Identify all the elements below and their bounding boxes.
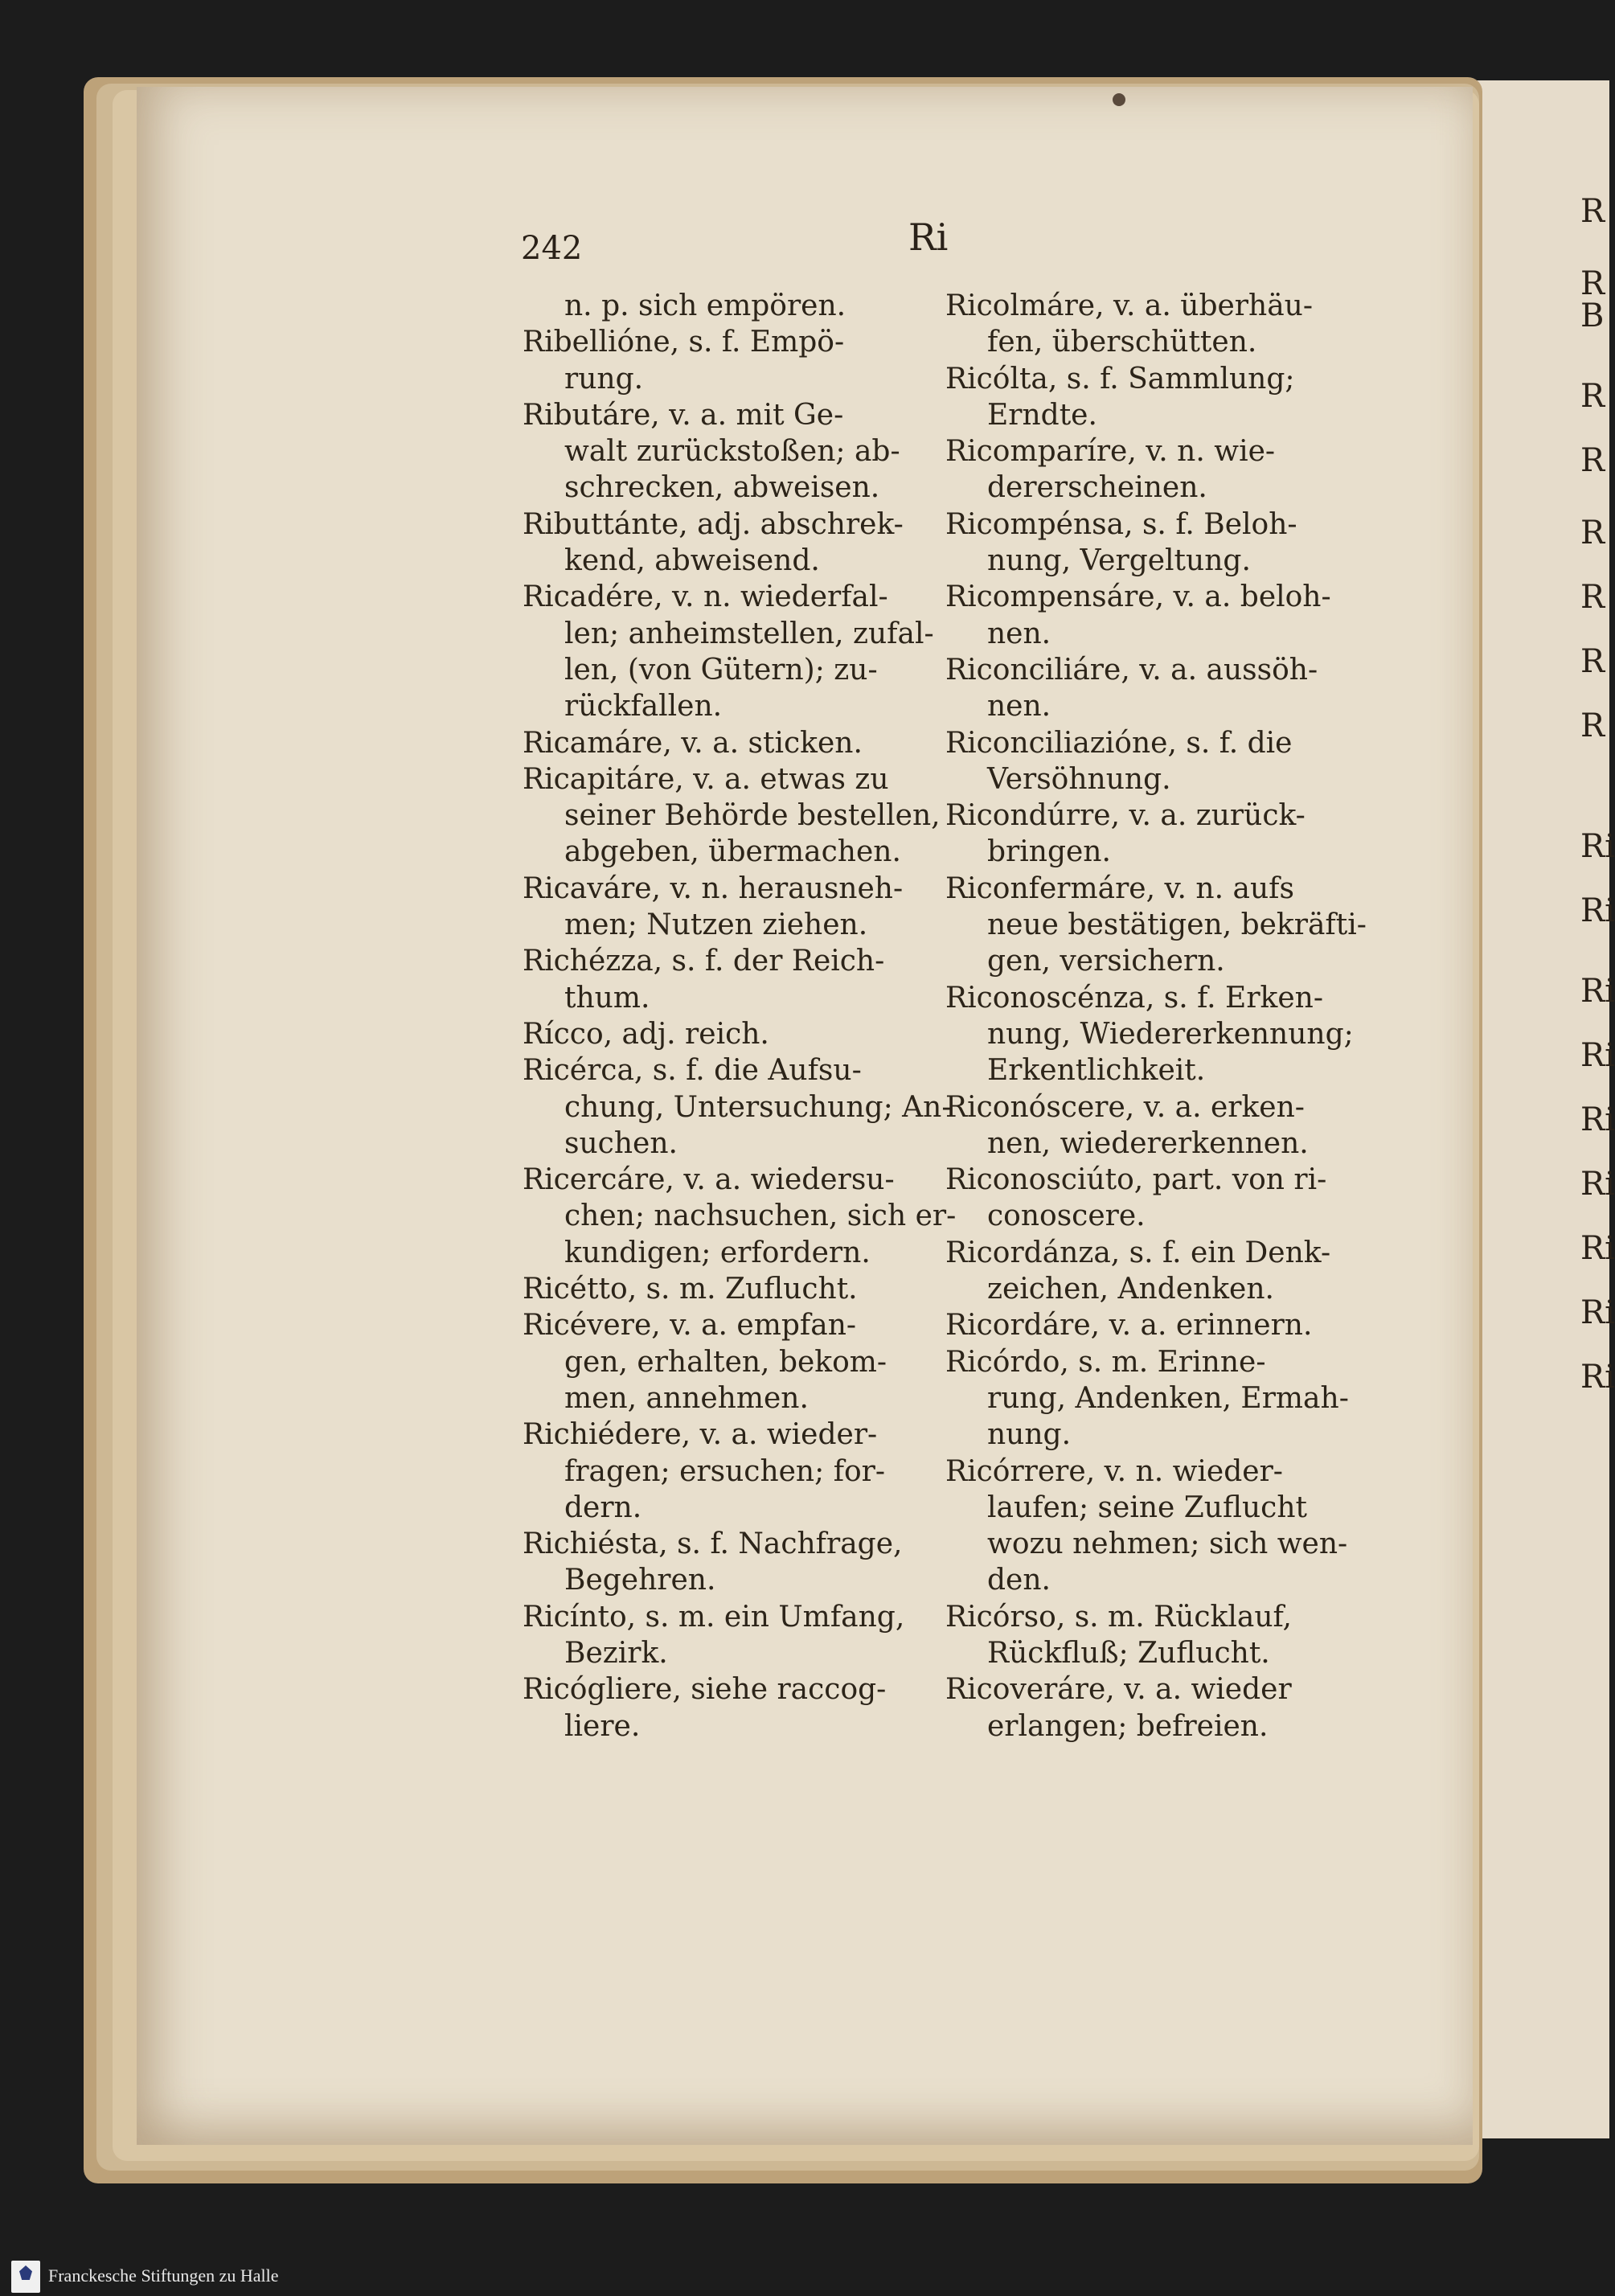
dictionary-line: Riconoscénza, s. f. Erken- bbox=[945, 981, 1324, 1015]
dictionary-line: Riconóscere, v. a. erken- bbox=[945, 1090, 1305, 1124]
next-page-fragment: R bbox=[1580, 643, 1605, 680]
footer-credit: Franckesche Stiftungen zu Halle bbox=[48, 2265, 279, 2286]
dictionary-line: Ricamáre, v. a. sticken. bbox=[523, 726, 863, 760]
dictionary-line: Ricompénsa, s. f. Beloh- bbox=[945, 507, 1297, 541]
dictionary-line: erlangen; befreien. bbox=[987, 1709, 1269, 1743]
dictionary-line: Bezirk. bbox=[564, 1636, 668, 1670]
dictionary-line: laufen; seine Zuflucht bbox=[987, 1490, 1307, 1524]
dictionary-line: kend, abweisend. bbox=[564, 544, 820, 578]
dictionary-line: Ricordánza, s. f. ein Denk- bbox=[945, 1236, 1331, 1269]
next-page-fragment: Ri bbox=[1580, 1359, 1615, 1396]
next-page-fragment: Ri bbox=[1580, 1166, 1615, 1203]
next-page-fragment: Ri bbox=[1580, 1101, 1615, 1138]
dictionary-line: Ricínto, s. m. ein Umfang, bbox=[523, 1600, 905, 1634]
dictionary-line: Begehren. bbox=[564, 1564, 716, 1597]
dictionary-line: kundigen; erfordern. bbox=[564, 1236, 871, 1269]
dictionary-line: nen, wiedererkennen. bbox=[987, 1126, 1309, 1160]
next-page-fragment: R bbox=[1580, 193, 1605, 230]
dictionary-line: fragen; ersuchen; for- bbox=[564, 1454, 886, 1488]
dictionary-line: len, (von Gütern); zu- bbox=[564, 653, 878, 687]
next-page-fragment: Ri bbox=[1580, 1037, 1615, 1074]
dictionary-line: Ricaváre, v. n. herausneh- bbox=[523, 871, 904, 905]
dictionary-line: Ributtánte, adj. abschrek- bbox=[523, 507, 904, 541]
dictionary-line: men; Nutzen ziehen. bbox=[564, 908, 868, 942]
dictionary-line: Riconosciúto, part. von ri- bbox=[945, 1163, 1327, 1197]
next-page-fragment: R bbox=[1580, 515, 1605, 551]
dictionary-line: abgeben, übermachen. bbox=[564, 835, 901, 869]
next-page-fragment: Ri bbox=[1580, 892, 1615, 929]
dictionary-line: Ricévere, v. a. empfan- bbox=[523, 1309, 857, 1343]
dictionary-line: Ricapitáre, v. a. etwas zu bbox=[523, 762, 889, 796]
dictionary-line: Ricolmáre, v. a. überhäu- bbox=[945, 289, 1314, 322]
dictionary-line: nung. bbox=[987, 1418, 1072, 1452]
dictionary-line: gen, erhalten, bekom- bbox=[564, 1345, 887, 1379]
dictionary-line: Ricondúrre, v. a. zurück- bbox=[945, 799, 1306, 833]
dictionary-line: rung. bbox=[564, 362, 644, 396]
dictionary-line: len; anheimstellen, zufal- bbox=[564, 617, 934, 650]
dictionary-line: nen. bbox=[987, 617, 1051, 650]
dictionary-line: thum. bbox=[564, 981, 650, 1015]
next-page-fragment: Ri bbox=[1580, 1294, 1615, 1331]
dictionary-line: Ricompensáre, v. a. beloh- bbox=[945, 580, 1331, 614]
dictionary-line: schrecken, abweisen. bbox=[564, 471, 880, 505]
dictionary-line: Richiésta, s. f. Nachfrage, bbox=[523, 1527, 903, 1561]
dictionary-line: wozu nehmen; sich wen- bbox=[987, 1527, 1348, 1561]
dictionary-line: Ricordáre, v. a. erinnern. bbox=[945, 1309, 1313, 1343]
dictionary-line: Ricórso, s. m. Rücklauf, bbox=[945, 1600, 1292, 1634]
dictionary-line: n. p. sich empören. bbox=[564, 289, 846, 322]
dictionary-line: bringen. bbox=[987, 835, 1111, 869]
dictionary-line: dern. bbox=[564, 1490, 642, 1524]
running-head: Ri bbox=[908, 215, 949, 259]
dictionary-line: Ricólta, s. f. Sammlung; bbox=[945, 362, 1295, 396]
next-page-fragment: Ri bbox=[1580, 828, 1615, 865]
dictionary-line: Ricórdo, s. m. Erinne- bbox=[945, 1345, 1266, 1379]
dictionary-line: Rícco, adj. reich. bbox=[523, 1017, 769, 1051]
left-column bbox=[523, 288, 957, 1745]
dictionary-line: Riconciliáre, v. a. aussöh- bbox=[945, 653, 1318, 687]
dictionary-line: liere. bbox=[564, 1709, 641, 1743]
next-page-fragment: Ri bbox=[1580, 973, 1615, 1010]
dictionary-line: Ricadére, v. n. wiederfal- bbox=[523, 580, 888, 614]
dictionary-line: Riconciliazióne, s. f. die bbox=[945, 726, 1293, 760]
dictionary-line: Erndte. bbox=[987, 398, 1097, 432]
dictionary-line: suchen. bbox=[564, 1126, 678, 1160]
dictionary-line: Erkentlichkeit. bbox=[987, 1054, 1206, 1088]
dictionary-line: Ricórrere, v. n. wieder- bbox=[945, 1454, 1283, 1488]
dictionary-line: dererscheinen. bbox=[987, 471, 1207, 505]
dictionary-line: Versöhnung. bbox=[987, 762, 1171, 796]
next-page-fragment: R bbox=[1580, 707, 1605, 744]
dictionary-line: Ribellióne, s. f. Empö- bbox=[523, 326, 845, 359]
next-page-fragment: B bbox=[1580, 297, 1605, 334]
next-page-fragment: R bbox=[1580, 579, 1605, 616]
next-page-fragment: R bbox=[1580, 265, 1605, 302]
next-page-fragment: R bbox=[1580, 378, 1605, 415]
dictionary-line: conoscere. bbox=[987, 1199, 1146, 1233]
next-page-fragment: R bbox=[1580, 442, 1605, 479]
dictionary-line: Ricérca, s. f. die Aufsu- bbox=[523, 1054, 862, 1088]
dictionary-line: den. bbox=[987, 1564, 1051, 1597]
dictionary-line: rückfallen. bbox=[564, 690, 723, 724]
dictionary-line: Ricétto, s. m. Zuflucht. bbox=[523, 1273, 858, 1306]
dictionary-line: Richézza, s. f. der Reich- bbox=[523, 945, 885, 978]
dictionary-line: Ricógliere, siehe raccog- bbox=[523, 1673, 887, 1707]
dictionary-line: nung, Wiedererkennung; bbox=[987, 1017, 1354, 1051]
dictionary-line: seiner Behörde bestellen, bbox=[564, 799, 941, 833]
dictionary-line: zeichen, Andenken. bbox=[987, 1273, 1274, 1306]
next-page-fragment: Ri bbox=[1580, 1230, 1615, 1267]
worm-hole bbox=[1113, 93, 1125, 106]
dictionary-line: Ricomparíre, v. n. wie- bbox=[945, 435, 1276, 469]
dictionary-line: walt zurückstoßen; ab- bbox=[564, 435, 900, 469]
dictionary-line: chung, Untersuchung; An- bbox=[564, 1090, 952, 1124]
dictionary-line: Ributáre, v. a. mit Ge- bbox=[523, 398, 844, 432]
dictionary-line: gen, versichern. bbox=[987, 945, 1225, 978]
dictionary-line: Riconfermáre, v. n. aufs bbox=[945, 871, 1294, 905]
dictionary-line: neue bestätigen, bekräfti- bbox=[987, 908, 1367, 942]
page-number: 242 bbox=[521, 230, 583, 267]
dictionary-line: nen. bbox=[987, 690, 1051, 724]
dictionary-line: rung, Andenken, Ermah- bbox=[987, 1381, 1349, 1415]
dictionary-line: Ricercáre, v. a. wiedersu- bbox=[523, 1163, 895, 1197]
dictionary-line: chen; nachsuchen, sich er- bbox=[564, 1199, 957, 1233]
dictionary-line: Richiédere, v. a. wieder- bbox=[523, 1418, 878, 1452]
next-page-edge bbox=[1473, 80, 1615, 2138]
dictionary-line: Ricoveráre, v. a. wieder bbox=[945, 1673, 1292, 1707]
dictionary-line: fen, überschütten. bbox=[987, 326, 1257, 359]
dictionary-line: Rückfluß; Zuflucht. bbox=[987, 1636, 1270, 1670]
dictionary-line: men, annehmen. bbox=[564, 1381, 809, 1415]
right-column bbox=[945, 288, 1379, 1745]
institution-logo-icon bbox=[11, 2261, 40, 2293]
dictionary-line: nung, Vergeltung. bbox=[987, 544, 1251, 578]
